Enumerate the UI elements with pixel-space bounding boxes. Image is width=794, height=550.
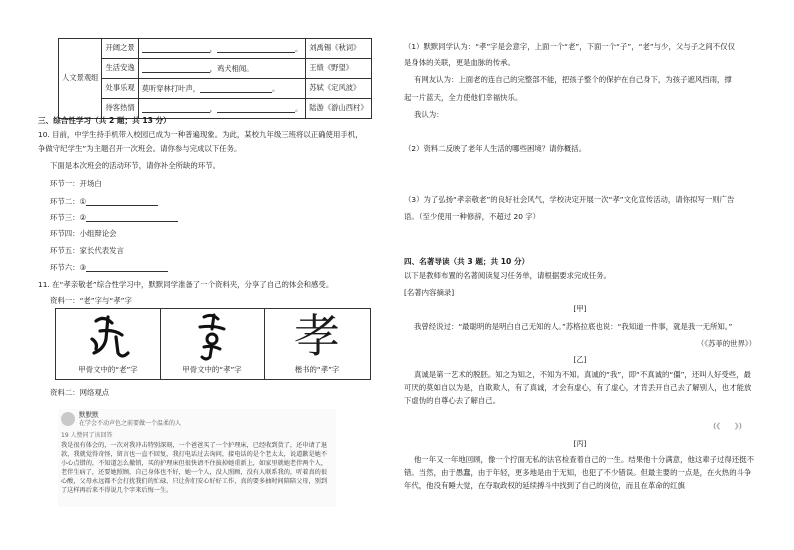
step-5: 环节五：家长代表发言: [50, 246, 124, 255]
kaishu-xiao-panel: [264, 309, 370, 379]
section-4-heading: 四、名著导读（共 3 题；共 10 分）: [404, 257, 530, 266]
excerpt-yi-text: 真诚是第一艺术的脱胚。知之为知之，不知为不知。真诚的“我”，即“不真诚的“僵”，还叫人好受些，最可厌的莫如自以为是，自欺欺人，有了真诚，才会有虚心，有了虚心，才肯丢开自己去了解别人，也才能放下虚伪的自尊心去了解自己。: [404, 370, 752, 405]
step-6-blank[interactable]: [86, 263, 168, 272]
weibo-tagline: 在学会不动声色之前要做一个温柔的人: [79, 420, 182, 427]
q3-text: 语。（至少使用一种修辞，不超过 20 字）: [404, 212, 541, 221]
excerpt-jia-label: [甲]: [573, 304, 587, 313]
table-author: 刘禹锡《秋词》: [306, 39, 371, 59]
avatar: [61, 412, 75, 426]
q1-text: 起一片蓝天，全力使他们幸福快乐。: [404, 93, 523, 102]
section-4-intro: 以下是教师布置的名著阅读复习任务单，请根据要求完成任务。: [404, 271, 611, 280]
oracle-xiao-panel: [160, 309, 265, 379]
answer-blank[interactable]: [142, 44, 210, 53]
table-author: 苏轼《定风波》: [306, 79, 371, 99]
step-6: 环节六：③: [50, 263, 168, 272]
oracle-xiao-glyph: [160, 309, 264, 365]
material-2-title: 资料二：网络观点: [50, 388, 110, 397]
poem-table: [58, 38, 372, 119]
q1-text: （1）默默同学认为：“孝”字是会意字，上面一个“老”，下面一个“子”，“老”与少，父与子之间不仅仅: [404, 42, 735, 51]
table-topic: 处事乐观: [102, 79, 138, 99]
table-author: 王绩《野望》: [306, 59, 371, 79]
answer-blank[interactable]: [142, 104, 210, 113]
character-image-strip: [55, 308, 371, 380]
weibo-body: 我是很有体会的，一次对我冲击特别深刻，一个爸爸买了一个护理床，已经收到货了，还申请了退款，我就觉得奇怪，留言也一直不回复，我打电话过去询问，接电话的是个老太太，说道歉是她不小心点错的，不知道怎么撤销，买的护理床但很快请不住拔掉她重新上，如家里就她老伴两个人，老伴生病了，还要她照顾，自己身体也不好，她一个人，没人照顾，没有人联系我的，听着真的很心酸，父母永远都不会打扰我们的忙碌，只让你们安心好好工作，真的要多抽时间陪陪父母，别到了这样再后来不得说几个字来后悔一生。: [61, 442, 328, 494]
excerpt-yi-label: [乙]: [573, 355, 587, 364]
answer-blank[interactable]: [142, 64, 210, 73]
q11-text: 11. 在“孝亲敬老”综合性学习中，默默同学准备了一个资料夹，分享了自己的体会和感受。: [38, 280, 334, 289]
table-topic: 开阔之景: [102, 39, 138, 59]
table-answer-cell: ， 。: [138, 99, 306, 119]
q2-text: （2）资料二反映了老年人生活的哪些困境？请你概括。: [404, 144, 587, 153]
excerpt-yi-source: （《 》）: [709, 422, 746, 431]
step-4: 环节四：小组辩论会: [50, 229, 117, 238]
table-author: 陆游《游山西村》: [306, 99, 371, 119]
excerpt-bing-text: 他一年又一年地回顾，像一个拧面无私的法官检查着自己的一生。结果他十分满意，他这辈子过得还挺不错。当然，由于愚蠢，由于年轻，更多地是由于无知，也犯了不少错误。但最主要的一点是，在火热的斗争年代，他没有睡大觉，在夺取政权的延续搏斗中找到了自己的岗位，而且在革命的红旗: [404, 455, 754, 490]
answer-blank[interactable]: [200, 84, 272, 93]
q10-text: 争做守纪学生”为主题召开一次班会。请你参与完成以下任务。: [38, 144, 242, 153]
caption-oracle-xiao: 甲骨文中的“孝”字: [182, 365, 242, 374]
step-3-blank[interactable]: [86, 213, 178, 222]
oracle-lao-panel: [56, 309, 161, 379]
caption-kaishu-xiao: 楷书的“孝”字: [294, 365, 340, 374]
kaishu-xiao-glyph: 孝: [294, 309, 340, 363]
table-topic: 待客热情: [102, 99, 138, 119]
weibo-likes: 19 人赞同了该回答: [61, 432, 113, 439]
step-3: 环节三：②: [50, 213, 178, 222]
answer-blank[interactable]: [217, 44, 295, 53]
section-3-heading: 三、综合性学习（共 2 题；共 13 分）: [38, 116, 171, 125]
excerpt-label: [名著内容摘录]: [404, 288, 455, 297]
weibo-username: 默默默: [79, 411, 99, 419]
q3-text: （3）为了弘扬“孝亲敬老”的良好社会风气，学校决定开展一次“孝”文化宣传活动，请你拟写一则广告: [404, 195, 735, 204]
table-answer-cell: ， 。: [138, 39, 306, 59]
table-topic: 生活安逸: [102, 59, 138, 79]
step-2: 环节二：①: [50, 197, 158, 206]
caption-oracle-lao: 甲骨文中的“老”字: [78, 365, 138, 374]
step-1: 环节一：开场白: [50, 179, 102, 188]
table-answer-cell: 莫听穿林打叶声， 。: [138, 79, 306, 99]
table-row-head: 人文景观组: [59, 39, 102, 119]
material-1-title: 资料一：“老”字与“孝”字: [50, 296, 132, 305]
weibo-post: [58, 409, 336, 507]
q1-text: 有网友认为：上面老的连自己的完整部不能，把孩子整个的保护在自己身下，为孩子遮风挡雨，撑: [414, 75, 732, 84]
excerpt-jia-text: 我曾经说过：“最聪明的是明白自己无知的人。”苏格拉底也说：“我知道一件事，就是我一无所知。”: [414, 322, 733, 331]
q10-text: 10. 目前，中学生持手机带入校园已成为一种普遍现象。为此，某校九年级三班将以正确使用手机，: [38, 130, 363, 139]
oracle-lao-glyph: [56, 309, 160, 365]
answer-blank[interactable]: [217, 104, 295, 113]
excerpt-bing-label: [丙]: [573, 439, 587, 448]
step-2-blank[interactable]: [86, 197, 158, 206]
q1-answer-prompt: 我认为：: [414, 110, 444, 119]
q10-instruction: 下面是本次班会的活动环节，请你补全所缺的环节。: [50, 161, 220, 170]
table-answer-cell: ，鸡犬相闻。: [138, 59, 306, 79]
excerpt-jia-source: （《苏菲的世界》）: [696, 339, 756, 348]
q1-text: 是身体的关联，更是血脉的传承。: [404, 58, 515, 67]
